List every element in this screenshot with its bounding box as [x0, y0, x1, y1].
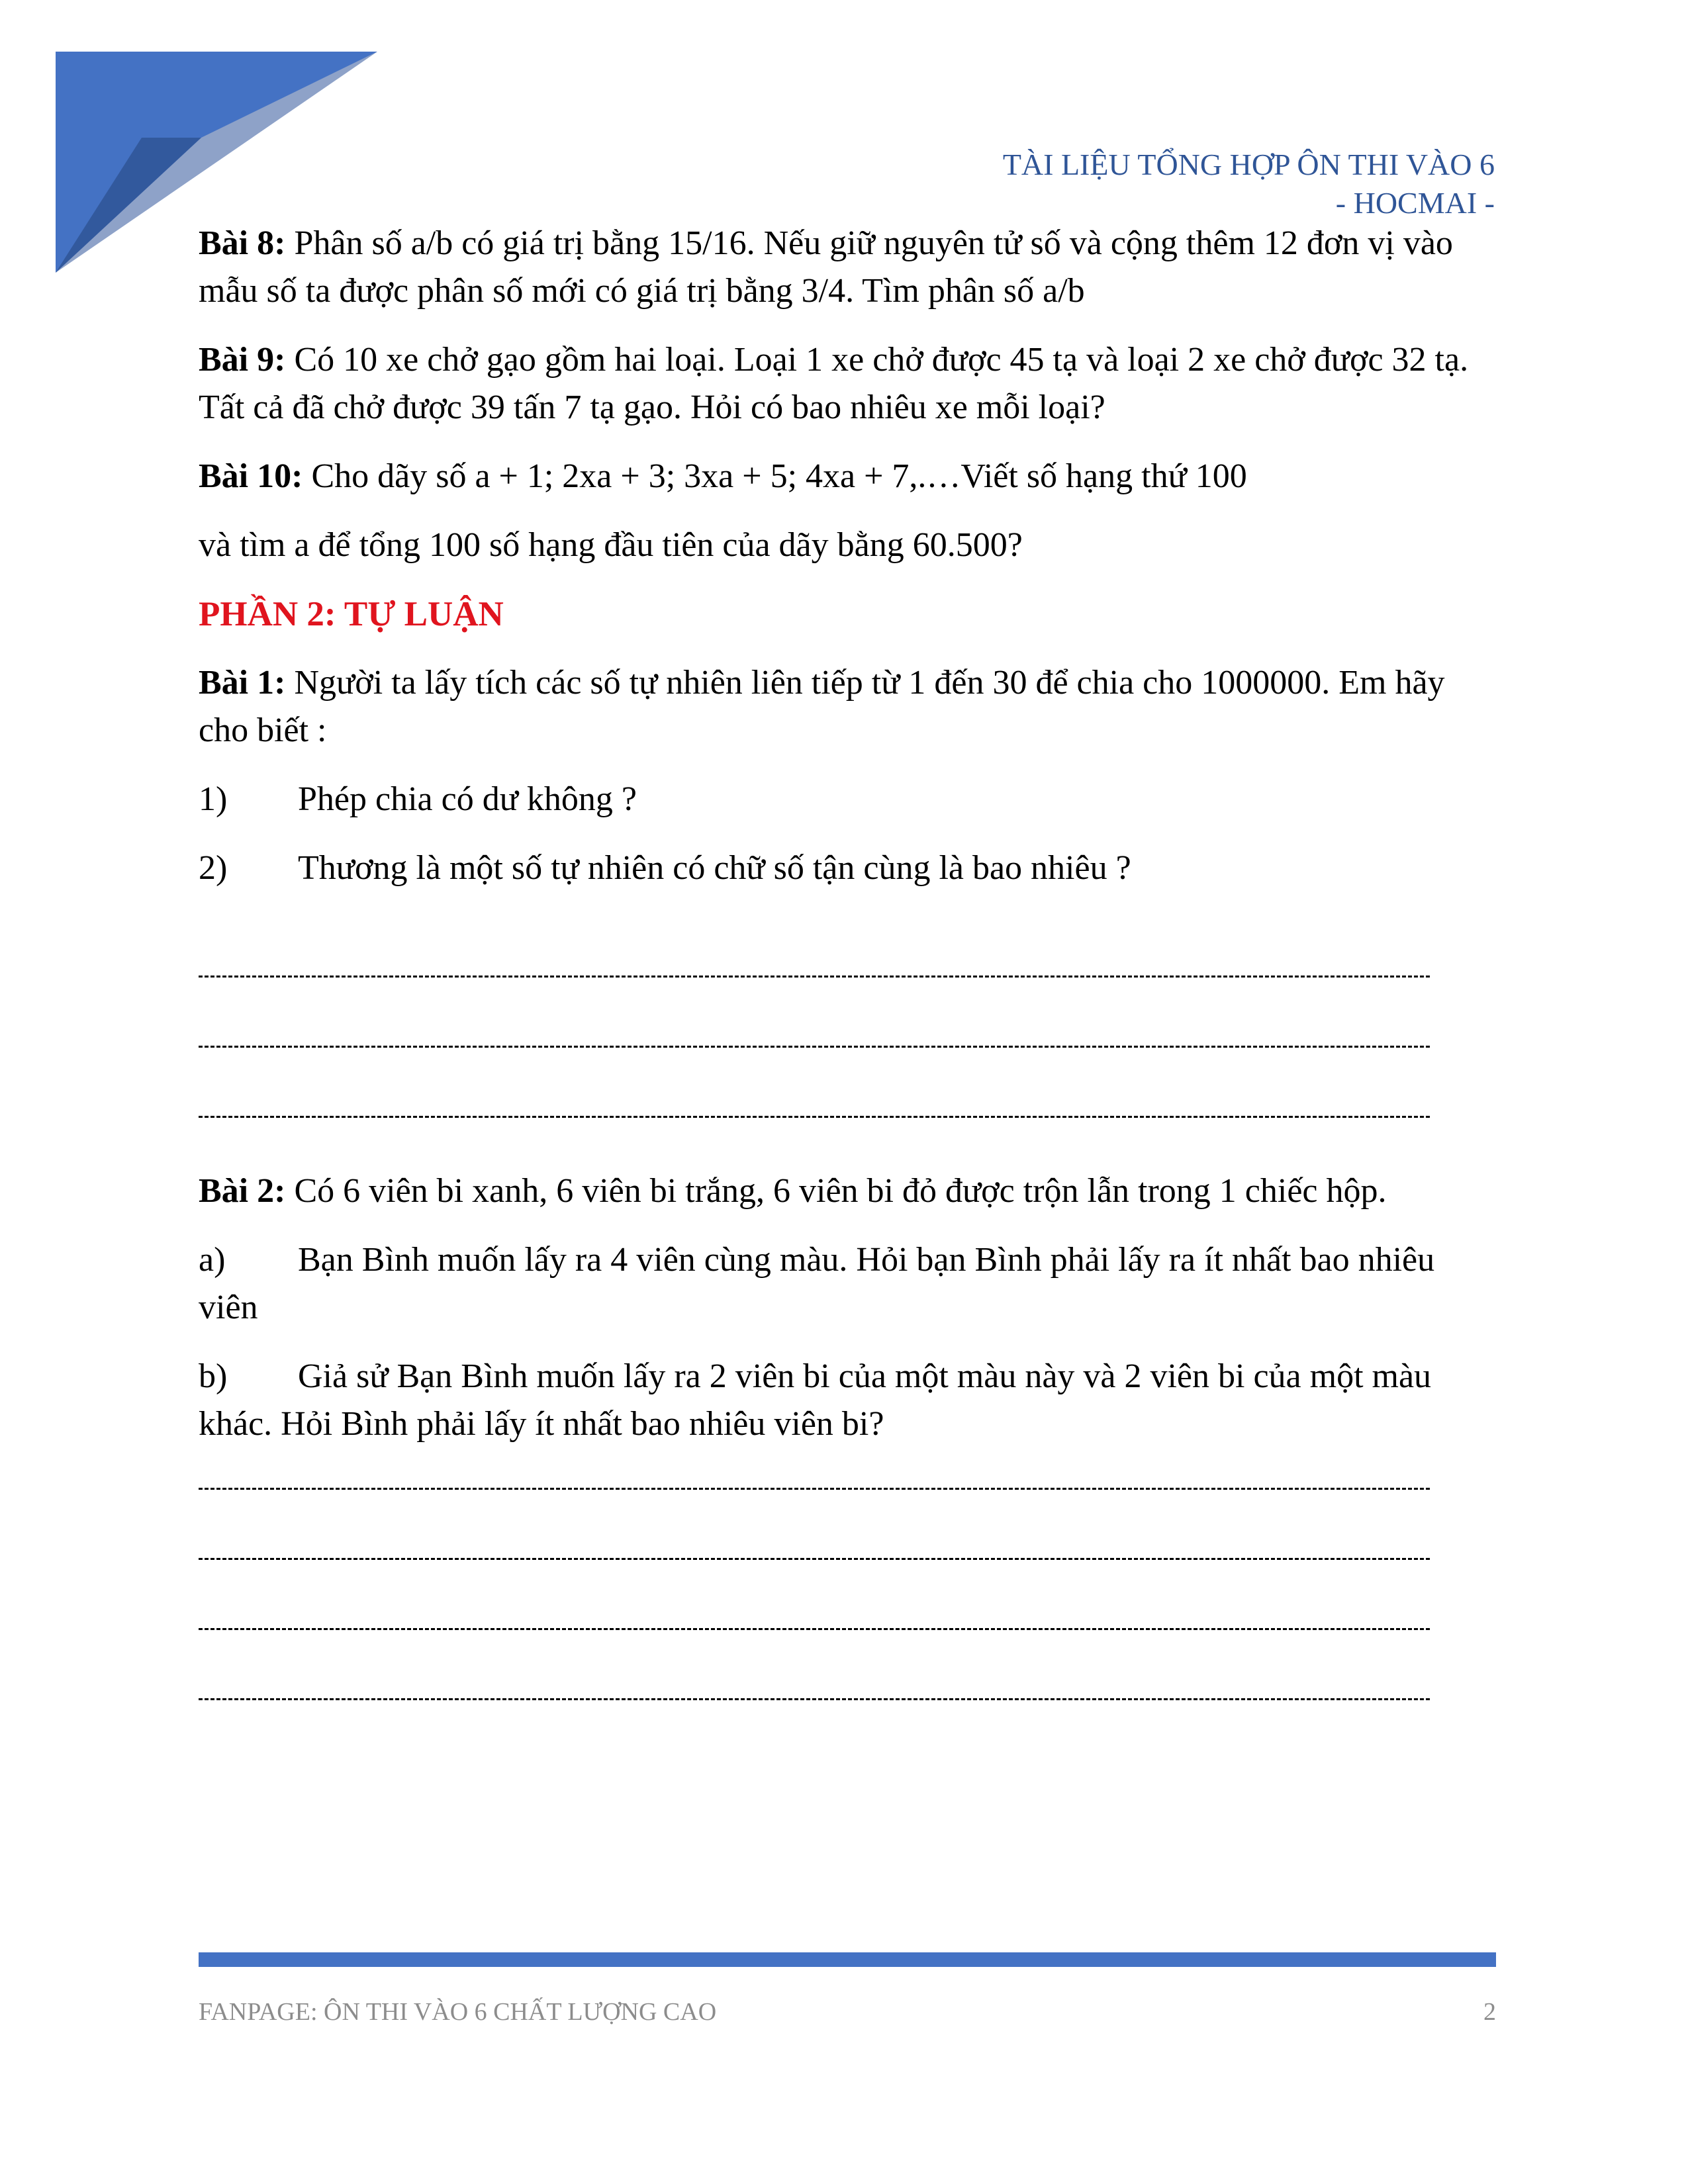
bai-10-label: Bài 10:: [199, 457, 303, 495]
list-item: [199, 1236, 1496, 1332]
list-item-text: Thương là một số tự nhiên có chữ số tận cùng là bao nhiêu ?: [298, 849, 1131, 887]
bai-1-text: Người ta lấy tích các số tự nhiên liên tiếp từ 1 đến 30 để chia cho 1000000. Em hãy cho biết :: [199, 664, 1445, 749]
section-title-part-2: PHẦN 2: TỰ LUẬN: [199, 595, 504, 633]
bai-1-label: Bài 1:: [199, 664, 286, 702]
list-item-text: [199, 1353, 1496, 1448]
list-marker: b): [199, 1357, 228, 1395]
document-header: [1003, 146, 1495, 222]
bai-8-label: Bài 8:: [199, 224, 286, 262]
footer-bar: [199, 1952, 1496, 1967]
answer-line: [199, 1610, 1430, 1647]
list-item-body: Giả sử Bạn Bình muốn lấy ra 2 viên bi của một màu này và 2 viên bi của một màu khác. Hỏi Bình phải lấy ít nhất bao nhiêu viên bi?: [199, 1357, 1432, 1443]
list-marker: a): [199, 1241, 226, 1279]
list-item-text: Phép chia có dư không ?: [298, 780, 637, 818]
list-marker: 1): [199, 780, 228, 818]
list-item: [199, 844, 1496, 892]
bai-10-continuation: và tìm a để tổng 100 số hạng đầu tiên của dãy bằng 60.500?: [199, 526, 1023, 564]
list-item-body: Bạn Bình muốn lấy ra 4 viên cùng màu. Hỏi bạn Bình phải lấy ra ít nhất bao nhiêu viên: [199, 1241, 1435, 1326]
header-title: TÀI LIỆU TỔNG HỢP ÔN THI VÀO 6: [1002, 148, 1495, 181]
answer-line: [199, 1027, 1430, 1064]
page-number: 2: [1483, 1998, 1496, 2026]
answer-line: [199, 1680, 1430, 1717]
bai-2-text: Có 6 viên bi xanh, 6 viên bi trắng, 6 viên bi đỏ được trộn lẫn trong 1 chiếc hộp.: [285, 1172, 1387, 1210]
list-item: [199, 776, 1496, 823]
bai-10-text: Cho dãy số a + 1; 2xa + 3; 3xa + 5; 4xa + 7,.…Viết số hạng thứ 100: [303, 457, 1247, 495]
list-item: [199, 1353, 1496, 1448]
list-item-text: [199, 1236, 1496, 1332]
answer-line: [199, 1097, 1430, 1134]
bai-9-label: Bài 9:: [199, 341, 286, 379]
list-marker: 2): [199, 849, 228, 887]
header-subtitle: - HOCMAI -: [1335, 186, 1495, 220]
answer-line: [199, 1539, 1430, 1576]
answer-line: [199, 957, 1430, 994]
bai-2-label: Bài 2:: [199, 1172, 286, 1210]
bai-9-text: Có 10 xe chở gạo gồm hai loại. Loại 1 xe chở được 45 tạ và loại 2 xe chở được 32 tạ. Tất cả đã chở được 39 tấn 7 tạ gạo. Hỏi có bao nhiêu xe mỗi loại?: [199, 341, 1469, 426]
bai-9: [199, 336, 1496, 432]
bai-8-text: Phân số a/b có giá trị bằng 15/16. Nếu giữ nguyên tử số và cộng thêm 12 đơn vị vào mẫu số ta được phân số mới có giá trị bằng 3/4. Tìm phân số a/b: [199, 224, 1453, 310]
bai-10: [199, 453, 1496, 500]
bai-8: [199, 220, 1496, 315]
bai-1: [199, 659, 1496, 754]
footer-fanpage: FANPAGE: ÔN THI VÀO 6 CHẤT LƯỢNG CAO: [199, 1998, 717, 2026]
bai-2: [199, 1167, 1496, 1215]
page-content: [199, 220, 1496, 1750]
answer-line: [199, 1469, 1430, 1506]
